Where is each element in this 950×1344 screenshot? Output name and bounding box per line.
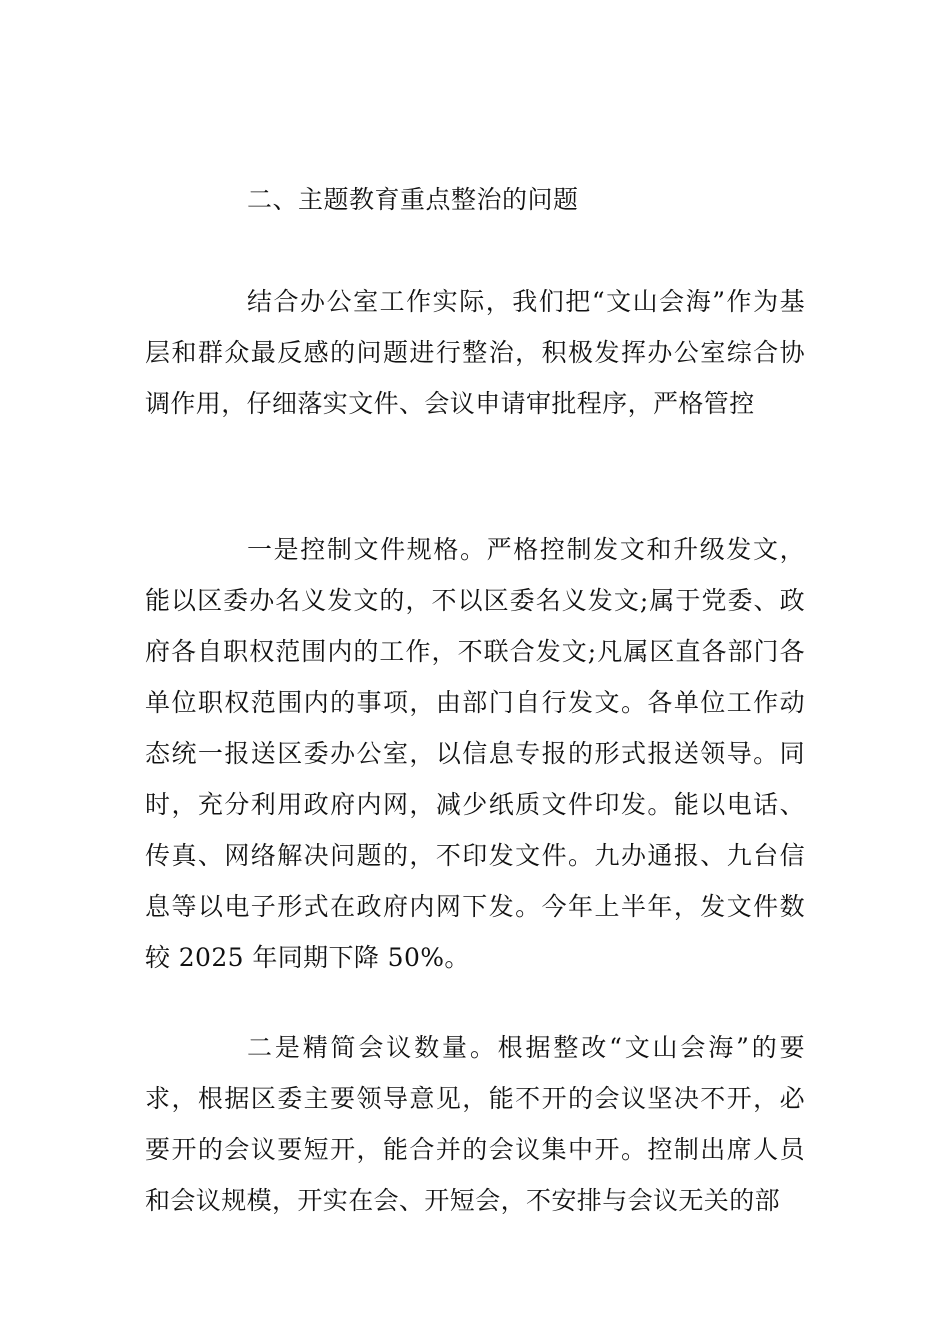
section-heading: 二、主题教育重点整治的问题 — [247, 185, 579, 214]
paragraph-meeting-reduction: 二是精简会议数量。根据整改“文山会海”的要求，根据区委主要领导意见，能不开的会议坚决不开，必要开的会议要短开，能合并的会议集中开。控制出席人员和会议规模，开实在会、开短会，不安排与会议无关的部 — [145, 1033, 805, 1215]
paragraph-intro: 结合办公室工作实际，我们把“文山会海”作为基层和群众最反感的问题进行整治，积极发挥办公室综合协调作用，仔细落实文件、会议申请审批程序，严格管控 — [145, 287, 805, 418]
paragraph-file-control: 一是控制文件规格。严格控制发文和升级发文，能以区委办名义发文的，不以区委名义发文;属于党委、政府各自职权范围内的工作，不联合发文;凡属区直各部门各单位职权范围内的事项，由部门自行发文。各单位工作动态统一报送区委办公室，以信息专报的形式报送领导。同时，充分利用政府内网，减少纸质文件印发。能以电话、传真、网络解决问题的，不印发文件。九办通报、九台信息等以电子形式在政府内网下发。今年上半年，发文件数较 2025 年同期下降 50%。 — [145, 535, 805, 972]
